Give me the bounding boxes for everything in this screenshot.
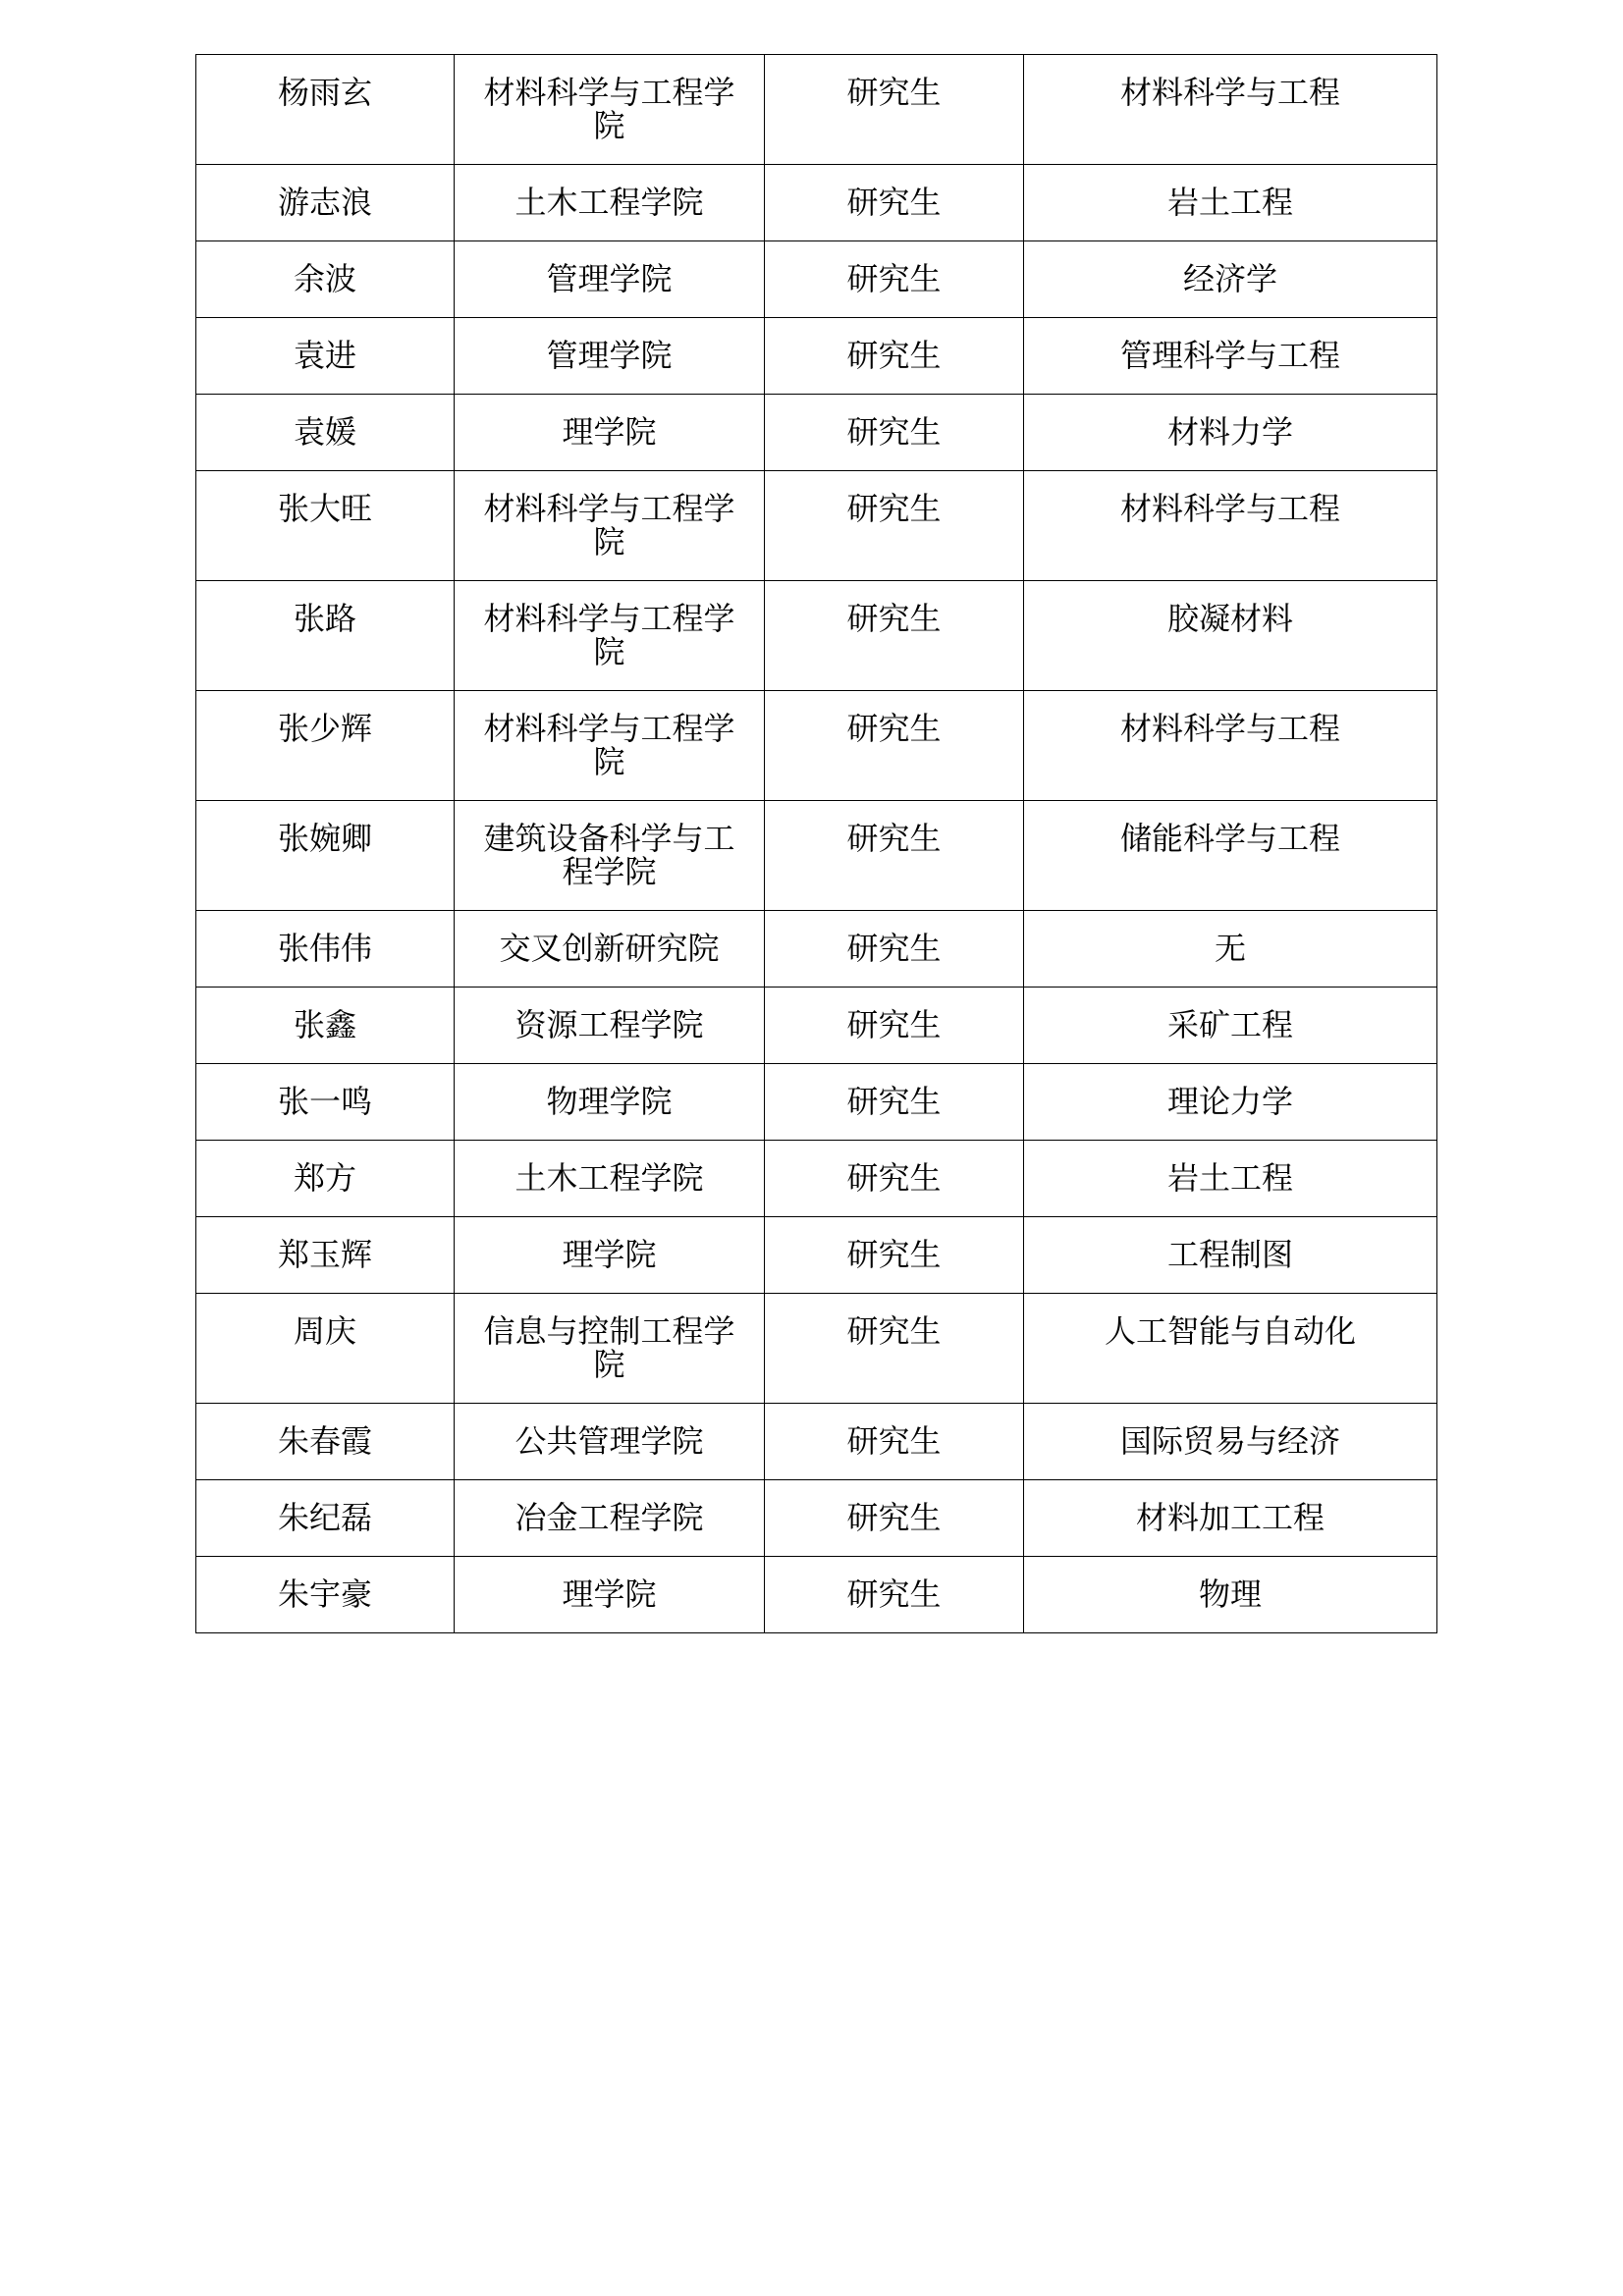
major-cell: 管理科学与工程 — [1024, 318, 1437, 395]
major-cell: 经济学 — [1024, 241, 1437, 318]
name-cell: 张少辉 — [196, 691, 455, 801]
table-row — [196, 165, 1437, 241]
table-row — [196, 318, 1437, 395]
major-cell: 物理 — [1024, 1557, 1437, 1633]
name-cell: 张一鸣 — [196, 1064, 455, 1141]
student-type-cell: 研究生 — [765, 1480, 1024, 1557]
major-cell: 材料加工工程 — [1024, 1480, 1437, 1557]
table-row — [196, 55, 1437, 165]
student-type-cell: 研究生 — [765, 241, 1024, 318]
table-row — [196, 988, 1437, 1064]
student-type-cell: 研究生 — [765, 165, 1024, 241]
major-cell: 材料科学与工程 — [1024, 55, 1437, 165]
college-cell: 理学院 — [455, 1217, 765, 1294]
name-cell: 张大旺 — [196, 471, 455, 581]
table-row — [196, 691, 1437, 801]
major-cell: 岩土工程 — [1024, 165, 1437, 241]
student-type-cell: 研究生 — [765, 471, 1024, 581]
student-type-cell: 研究生 — [765, 1294, 1024, 1404]
student-type-cell: 研究生 — [765, 1557, 1024, 1633]
table-row — [196, 801, 1437, 911]
college-cell: 公共管理学院 — [455, 1404, 765, 1480]
college-cell: 建筑设备科学与工程学院 — [455, 801, 765, 911]
college-cell: 冶金工程学院 — [455, 1480, 765, 1557]
table-row — [196, 1217, 1437, 1294]
name-cell: 张婉卿 — [196, 801, 455, 911]
table-row — [196, 1294, 1437, 1404]
college-cell: 物理学院 — [455, 1064, 765, 1141]
student-type-cell: 研究生 — [765, 801, 1024, 911]
student-type-cell: 研究生 — [765, 1141, 1024, 1217]
student-type-cell: 研究生 — [765, 581, 1024, 691]
major-cell: 采矿工程 — [1024, 988, 1437, 1064]
college-cell: 信息与控制工程学院 — [455, 1294, 765, 1404]
table-row — [196, 1141, 1437, 1217]
college-cell: 理学院 — [455, 395, 765, 471]
table-row — [196, 1480, 1437, 1557]
name-cell: 朱宇豪 — [196, 1557, 455, 1633]
college-cell: 管理学院 — [455, 318, 765, 395]
student-roster-table — [195, 54, 1437, 1633]
college-cell: 交叉创新研究院 — [455, 911, 765, 988]
table-row — [196, 1557, 1437, 1633]
major-cell: 岩土工程 — [1024, 1141, 1437, 1217]
student-type-cell: 研究生 — [765, 911, 1024, 988]
name-cell: 朱春霞 — [196, 1404, 455, 1480]
college-cell: 材料科学与工程学院 — [455, 691, 765, 801]
college-cell: 材料科学与工程学院 — [455, 581, 765, 691]
name-cell: 袁进 — [196, 318, 455, 395]
name-cell: 张路 — [196, 581, 455, 691]
table-row — [196, 581, 1437, 691]
major-cell: 人工智能与自动化 — [1024, 1294, 1437, 1404]
name-cell: 朱纪磊 — [196, 1480, 455, 1557]
student-type-cell: 研究生 — [765, 318, 1024, 395]
major-cell: 材料科学与工程 — [1024, 471, 1437, 581]
name-cell: 游志浪 — [196, 165, 455, 241]
name-cell: 张伟伟 — [196, 911, 455, 988]
name-cell: 郑玉辉 — [196, 1217, 455, 1294]
student-type-cell: 研究生 — [765, 1217, 1024, 1294]
college-cell: 理学院 — [455, 1557, 765, 1633]
student-type-cell: 研究生 — [765, 988, 1024, 1064]
student-type-cell: 研究生 — [765, 691, 1024, 801]
major-cell: 理论力学 — [1024, 1064, 1437, 1141]
table-row — [196, 1064, 1437, 1141]
name-cell: 袁媛 — [196, 395, 455, 471]
table-row — [196, 471, 1437, 581]
college-cell: 资源工程学院 — [455, 988, 765, 1064]
table-row — [196, 1404, 1437, 1480]
name-cell: 余波 — [196, 241, 455, 318]
student-type-cell: 研究生 — [765, 55, 1024, 165]
major-cell: 工程制图 — [1024, 1217, 1437, 1294]
name-cell: 张鑫 — [196, 988, 455, 1064]
major-cell: 胶凝材料 — [1024, 581, 1437, 691]
student-type-cell: 研究生 — [765, 1404, 1024, 1480]
table-row — [196, 395, 1437, 471]
college-cell: 材料科学与工程学院 — [455, 471, 765, 581]
student-type-cell: 研究生 — [765, 395, 1024, 471]
table-row — [196, 241, 1437, 318]
name-cell: 周庆 — [196, 1294, 455, 1404]
table-row — [196, 911, 1437, 988]
major-cell: 国际贸易与经济 — [1024, 1404, 1437, 1480]
major-cell: 无 — [1024, 911, 1437, 988]
college-cell: 管理学院 — [455, 241, 765, 318]
major-cell: 材料力学 — [1024, 395, 1437, 471]
major-cell: 材料科学与工程 — [1024, 691, 1437, 801]
college-cell: 土木工程学院 — [455, 1141, 765, 1217]
student-type-cell: 研究生 — [765, 1064, 1024, 1141]
name-cell: 郑方 — [196, 1141, 455, 1217]
college-cell: 材料科学与工程学院 — [455, 55, 765, 165]
major-cell: 储能科学与工程 — [1024, 801, 1437, 911]
name-cell: 杨雨玄 — [196, 55, 455, 165]
college-cell: 土木工程学院 — [455, 165, 765, 241]
